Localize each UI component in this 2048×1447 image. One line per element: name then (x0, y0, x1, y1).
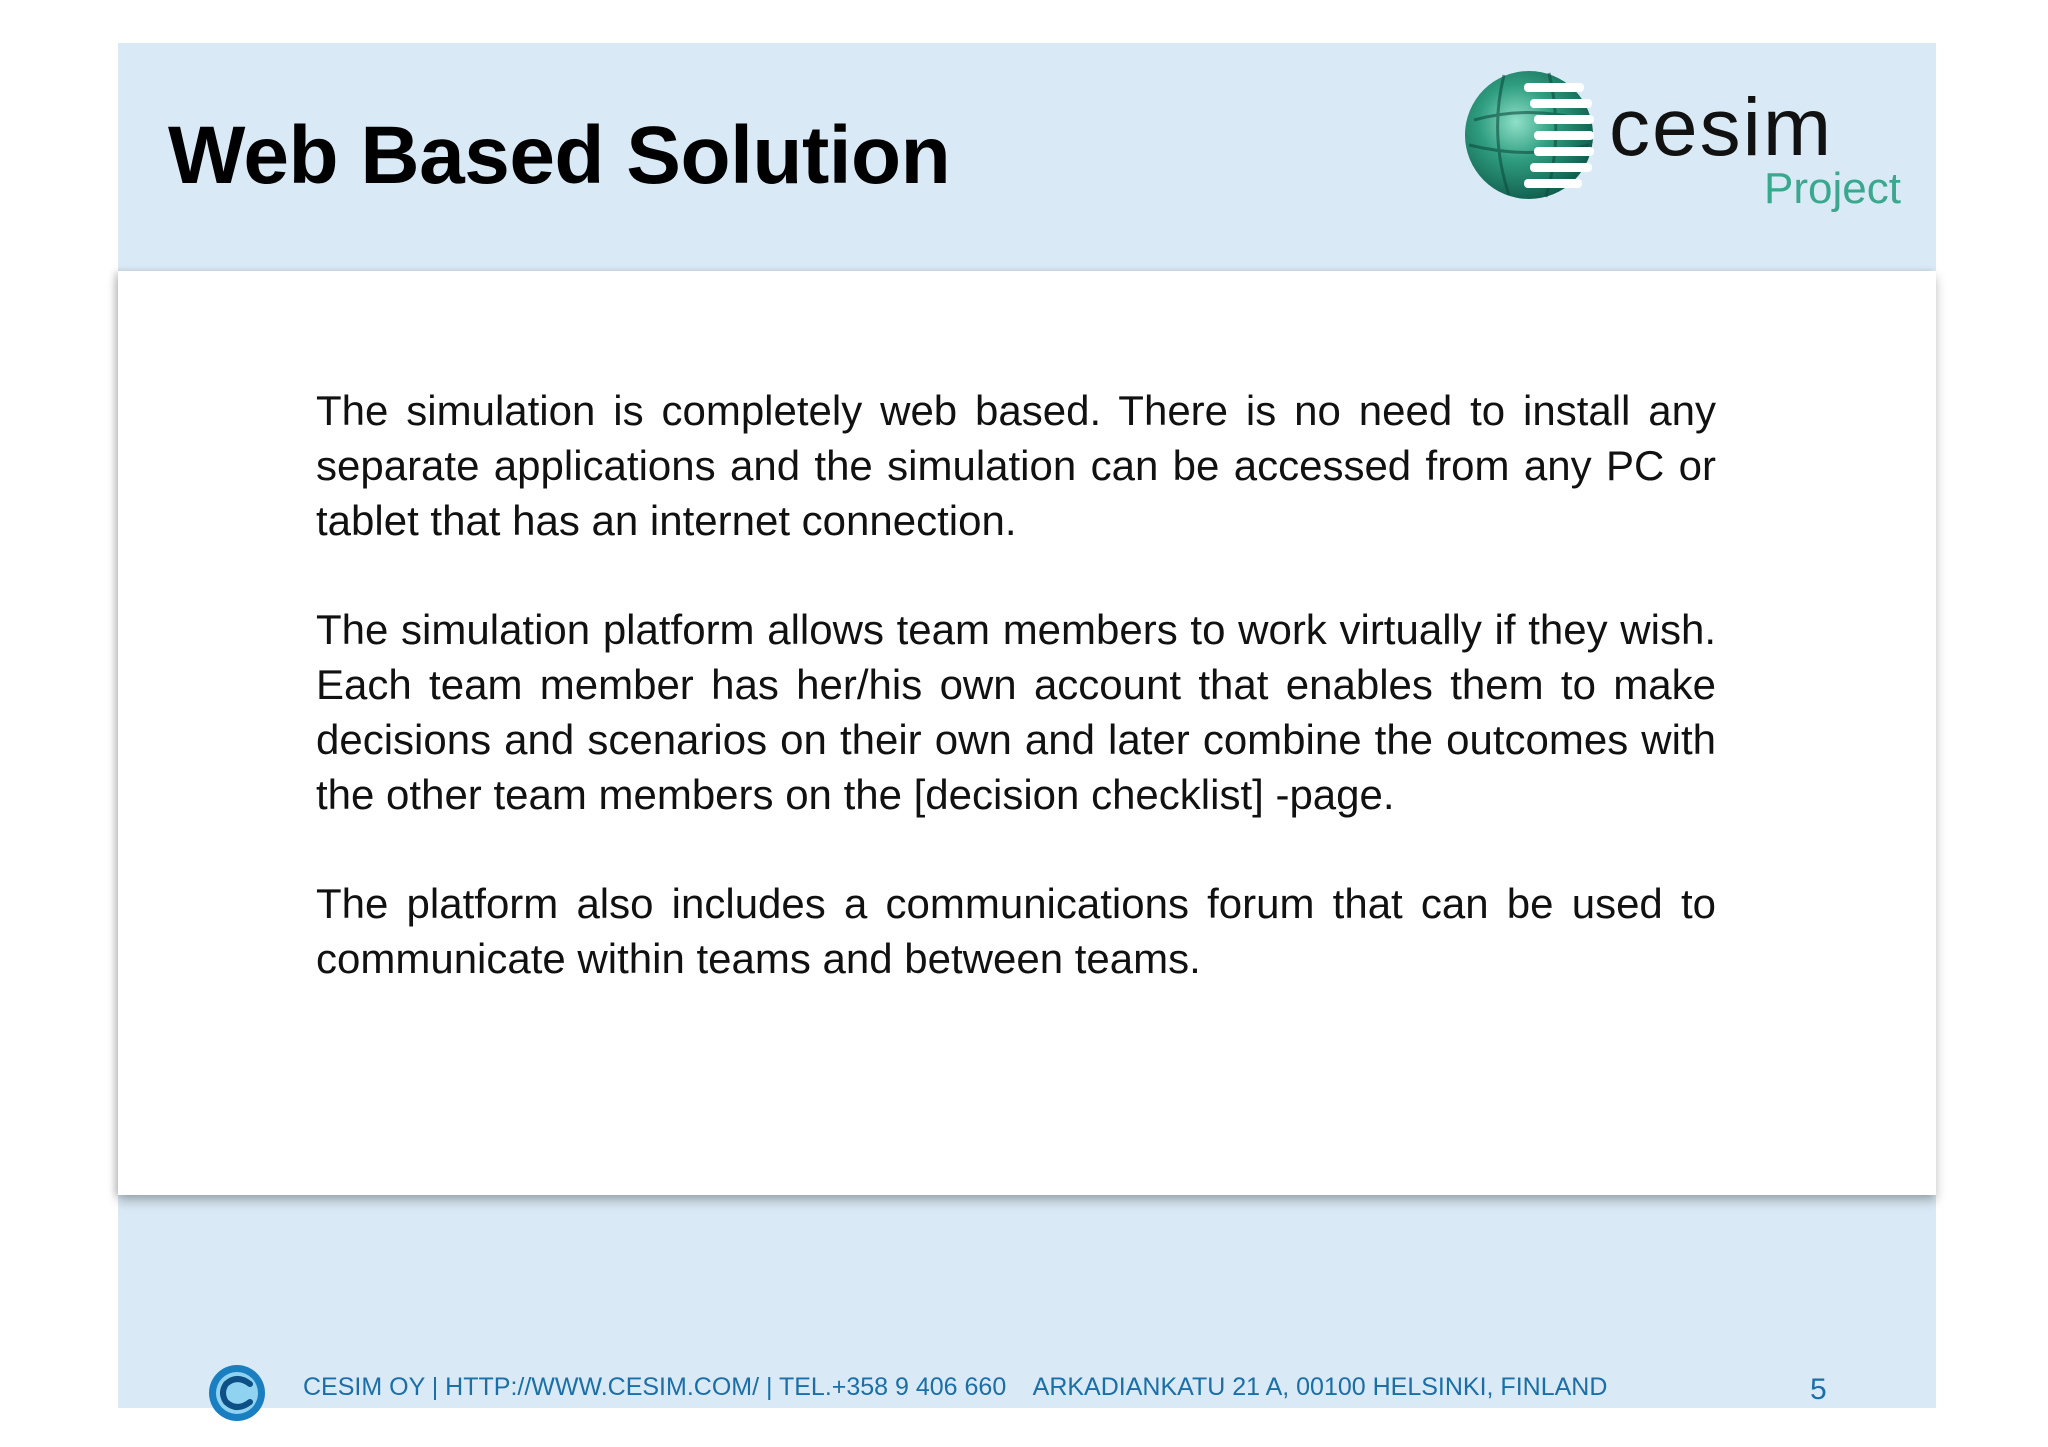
globe-icon (1465, 71, 1594, 199)
slide-header (118, 43, 1936, 271)
slide (118, 43, 1936, 1408)
paragraph: The simulation platform allows team members to work virtually if they wish. Each team member has her/his own account that enables them to make decisions and scenarios on their own and later combine the outcomes with the other team members on the [decision checklist] -page. (316, 606, 1716, 818)
logo-subtitle: Project (1764, 164, 1901, 213)
footer-contact-text: CESIM OY | HTTP://WWW.CESIM.COM/ | TEL.+358 9 406 660 ARKADIANKATU 21 A, 00100 HELSINKI, FINLAND (303, 1373, 1608, 1401)
paragraph: The simulation is completely web based. There is no need to install any separate applications and the simulation can be accessed from any PC or tablet that has an internet connection. (316, 387, 1716, 544)
page-number: 5 (1810, 1373, 1827, 1406)
cesim-logo-icon (208, 1364, 266, 1422)
paragraph: The platform also includes a communications forum that can be used to communicate within teams and between teams. (316, 880, 1716, 982)
logo-wordmark: cesim (1609, 82, 1834, 173)
body-text (316, 383, 1716, 1040)
slide-title: Web Based Solution (168, 110, 951, 201)
slide-content (118, 271, 1936, 1195)
slide-footer (118, 1195, 1936, 1408)
cesim-project-logo (1464, 65, 1914, 215)
